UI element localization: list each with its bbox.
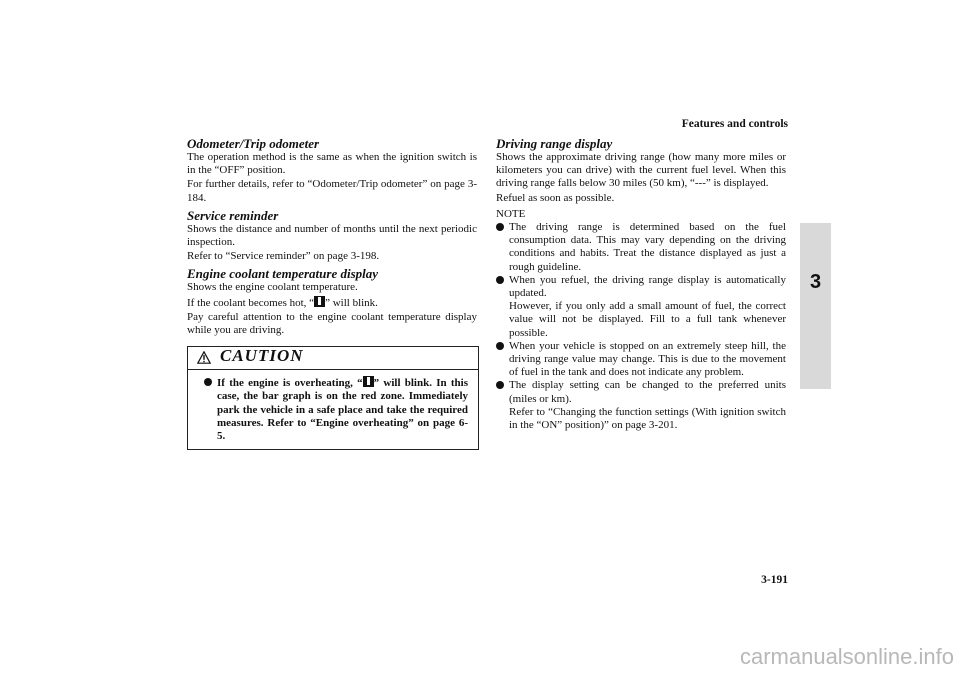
- odometer-paragraph-1: The operation method is the same as when the ignition switch is in the “OFF” position.: [187, 151, 477, 177]
- bullet-icon: [496, 223, 504, 231]
- note-item-text: Refer to “Changing the function settings (With ignition switch in the “ON” position)” on page 3-201.: [509, 405, 786, 432]
- coolant-paragraph-1: Shows the engine coolant temperature.: [187, 281, 358, 294]
- note-item-text: When you refuel, the driving range display is automatically updated.: [509, 273, 786, 300]
- right-column: [496, 136, 786, 432]
- bullet-icon: [496, 381, 504, 389]
- note-item-text: When your vehicle is stopped on an extremely steep hill, the driving range value may change. This is due to the movement of fuel in the tank and does not indicate any problem.: [509, 339, 786, 379]
- service-reminder-heading: Service reminder: [187, 207, 279, 223]
- note-item-continuation: [496, 406, 786, 432]
- note-item-text: However, if you only add a small amount of fuel, the correct value will not be displayed. Fill to a full tank whenever possible.: [509, 300, 786, 339]
- page-header-title: Features and controls: [681, 118, 788, 130]
- note-item-continuation: [496, 300, 786, 340]
- coolant-paragraph-3: Pay careful attention to the engine coolant temperature display while you are driving.: [187, 310, 477, 337]
- caution-title: CAUTION: [220, 346, 304, 366]
- page-number: 3-191: [761, 574, 788, 586]
- left-column: [187, 136, 477, 450]
- bullet-icon: [204, 378, 212, 386]
- service-paragraph-1: Shows the distance and number of months until the next periodic inspection.: [187, 222, 477, 249]
- bullet-icon: [496, 342, 504, 350]
- coolant-text-before: If the coolant becomes hot, “: [187, 296, 315, 309]
- bullet-icon: [496, 276, 504, 284]
- driving-range-paragraph-1: Shows the approximate driving range (how many more miles or kilometers you can drive) with the current fuel level. When this driving range falls below 30 miles (50 km), “---” is displayed.: [496, 151, 786, 190]
- note-item: [496, 221, 786, 274]
- warning-triangle-icon: [197, 351, 211, 364]
- coolant-temperature-icon: [363, 376, 374, 387]
- driving-range-heading: Driving range display: [496, 136, 613, 151]
- driving-range-paragraph-2: Refuel as soon as possible.: [496, 191, 615, 204]
- note-label: NOTE: [496, 207, 526, 220]
- caution-text-before: If the engine is overheating, “: [217, 377, 363, 390]
- note-item: [496, 340, 786, 380]
- caution-body: [188, 370, 478, 449]
- caution-header: [188, 347, 478, 370]
- note-list: [496, 221, 786, 432]
- caution-box: [187, 346, 479, 450]
- caution-text-after: ” will blink. In this case, the bar graph is on the red zone. Immediately park the vehicle in a safe place and take the required measures. Refer to “Engine overheating” on page 6-5.: [217, 377, 469, 443]
- odometer-paragraph-2: For further details, refer to “Odometer/Trip odometer” on page 3-184.: [187, 178, 477, 204]
- coolant-heading: Engine coolant temperature display: [187, 266, 379, 282]
- coolant-paragraph-2: [187, 296, 477, 310]
- note-item-text: The driving range is determined based on the fuel consumption data. This may vary depending on the driving conditions and habits. Treat the distance displayed as just a rough guideline.: [509, 221, 786, 273]
- watermark: carmanualsonline.info: [739, 644, 954, 669]
- coolant-text-after: ” will blink.: [325, 296, 378, 309]
- note-item-text: The display setting can be changed to the preferred units (miles or km).: [509, 379, 786, 405]
- note-item: [496, 379, 786, 405]
- chapter-number: 3: [809, 271, 822, 293]
- caution-item: [204, 376, 468, 443]
- odometer-heading: Odometer/Trip odometer: [187, 136, 320, 151]
- note-item: [496, 274, 786, 300]
- chapter-tab: [800, 223, 831, 389]
- service-paragraph-2: Refer to “Service reminder” on page 3-198.: [187, 250, 380, 263]
- coolant-temperature-icon: [314, 296, 325, 307]
